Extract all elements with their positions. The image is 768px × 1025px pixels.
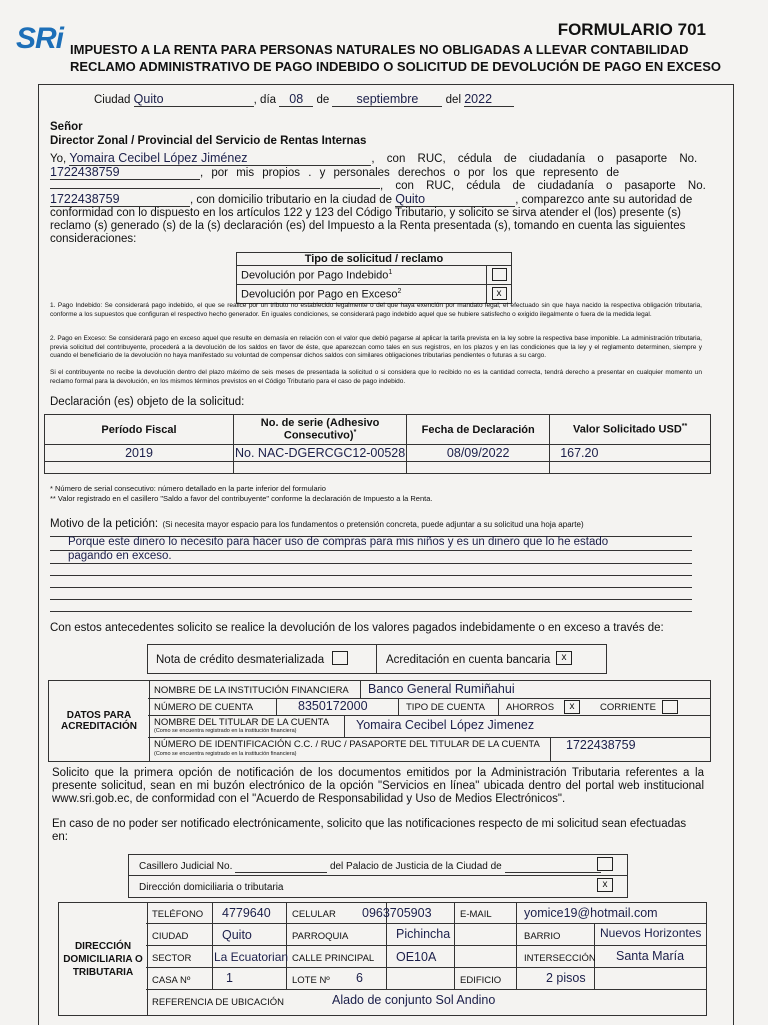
sri-logo: SRi bbox=[16, 22, 64, 55]
motivo-header bbox=[50, 514, 584, 532]
dateline bbox=[94, 92, 514, 107]
email-label: E-MAIL bbox=[460, 909, 492, 920]
footnote-serial: * Número de serial consecutivo: número detallado en la parte inferior del formulario bbox=[50, 484, 326, 493]
casa-label: CASA Nº bbox=[152, 975, 191, 986]
nota-credito-label: Nota de crédito desmaterializada bbox=[156, 654, 325, 666]
cuenta-value[interactable]: 8350172000 bbox=[298, 699, 368, 713]
motivo-line2[interactable]: pagando en exceso. bbox=[68, 550, 172, 562]
col-periodo: Período Fiscal bbox=[45, 415, 234, 445]
form-number: FORMULARIO 701 bbox=[557, 20, 706, 39]
row-serie[interactable]: No. NAC-DGERCGC12-00528 bbox=[235, 446, 406, 460]
acreditacion-side-label: DATOS PARA ACREDITACIÓN bbox=[48, 680, 150, 762]
body-line5: conformidad con lo dispuesto en los artículos 122 y 123 del Código Tributario, y solicito se sirva atender el (los) presente (s) bbox=[50, 207, 681, 219]
acreditacion-checkbox[interactable]: x bbox=[556, 651, 572, 665]
cedula2-field[interactable]: 1722438759 bbox=[50, 193, 190, 207]
direccion-label: Dirección domiciliaria o tributaria bbox=[139, 882, 284, 893]
empty-cell[interactable] bbox=[550, 462, 711, 474]
con-ruc-label: , con RUC, cédula de ciudadanía o pasaporte No. bbox=[371, 153, 698, 165]
sector-label: SECTOR bbox=[152, 953, 192, 964]
id-value[interactable]: 1722438759 bbox=[566, 738, 636, 752]
parroquia-label: PARROQUIA bbox=[292, 931, 349, 942]
lote-label: LOTE Nº bbox=[292, 975, 330, 986]
tipo-cuenta-label: TIPO DE CUENTA bbox=[406, 702, 485, 713]
pago-exceso-checkbox[interactable]: x bbox=[492, 287, 507, 300]
pago-indebido-checkbox[interactable] bbox=[492, 268, 507, 281]
calle-value[interactable]: OE10A bbox=[396, 950, 437, 964]
casillero-row bbox=[139, 861, 601, 873]
dia-label: , día bbox=[253, 94, 277, 106]
representado-field[interactable] bbox=[50, 188, 380, 189]
barrio-label: BARRIO bbox=[524, 931, 561, 942]
casa-value[interactable]: 1 bbox=[226, 971, 233, 985]
note-plazo: Si el contribuyente no recibe la devolución dentro del plazo máximo de seis meses de presentada la solicitud o si considera que lo recibido no es la cantidad correcta, tendrá derecho a presentar en cualquier momento un reclamo formal para la devolución, en los mismos términos previstos en el Código Tributario para el caso de pago indebido. bbox=[50, 369, 702, 385]
row-valor[interactable]: 167.20 bbox=[550, 445, 711, 462]
parroquia-value[interactable]: Pichincha bbox=[396, 927, 451, 941]
notificacion-p2: En caso de no poder ser notificado electrónicamente, solicito que las notificaciones respecto de mi solicitud sean efectuadas en: bbox=[52, 818, 687, 843]
empty-cell[interactable] bbox=[45, 462, 234, 474]
devolucion-options bbox=[147, 644, 607, 674]
tipo-opt1: Devolución por Pago Indebido$^1$ bbox=[237, 266, 487, 285]
mes-field[interactable]: septiembre bbox=[332, 92, 442, 107]
con-ruc2-label: , con RUC, cédula de ciudadanía o pasaporte No. bbox=[380, 180, 706, 192]
body-paragraph bbox=[50, 151, 706, 246]
interseccion-label: INTERSECCIÓN bbox=[524, 953, 596, 964]
corriente-label: CORRIENTE bbox=[600, 702, 656, 713]
empty-cell[interactable] bbox=[234, 462, 407, 474]
corriente-checkbox[interactable] bbox=[662, 700, 678, 714]
celular-value[interactable]: 0963705903 bbox=[362, 906, 432, 920]
casillero-field[interactable] bbox=[235, 861, 327, 873]
ciudad-value[interactable]: Quito bbox=[222, 928, 252, 942]
tipo-opt2-cell bbox=[487, 285, 512, 304]
director: Director Zonal / Provincial del Servicio de Rentas Internas bbox=[50, 135, 367, 147]
de-label: de bbox=[316, 94, 330, 106]
tipo-opt2: Devolución por Pago en Exceso$^2$ bbox=[237, 285, 487, 304]
body-line6: reclamo (s) generado (s) de la (s) declaración (es) del Impuesto a la Renta presentada (s), tomando en cuenta las siguientes bbox=[50, 220, 686, 232]
motivo-hint: (Si necesita mayor espacio para los fundamentos o pretensión concreta, puede adjuntar a su solicitud una hoja aparte) bbox=[162, 520, 584, 529]
id-note: (Como se encuentra registrado en la institución financiera) bbox=[154, 751, 297, 757]
row-fecha[interactable]: 08/09/2022 bbox=[407, 445, 550, 462]
palacio-label: del Palacio de Justicia de la Ciudad de bbox=[329, 861, 502, 872]
titular-note: (Como se encuentra registrado en la institución financiera) bbox=[154, 728, 297, 734]
ciudad-label: CIUDAD bbox=[152, 931, 189, 942]
casillero-label: Casillero Judicial No. bbox=[139, 861, 233, 872]
acreditacion-label: Acreditación en cuenta bancaria bbox=[386, 654, 551, 666]
palacio-city-field[interactable] bbox=[505, 861, 601, 873]
direccion-checkbox[interactable]: x bbox=[597, 878, 613, 892]
tipo-opt1-cell bbox=[487, 266, 512, 285]
domicilio-side-label: DIRECCIÓN DOMICILIARIA O TRIBUTARIA bbox=[58, 902, 148, 1016]
ciudad-field[interactable]: Quito bbox=[134, 92, 254, 107]
comparezco-label: , comparezco ante su autoridad de bbox=[515, 194, 693, 206]
sector-value[interactable]: La Ecuatorian bbox=[214, 950, 289, 964]
senor: Señor bbox=[50, 121, 83, 133]
celular-label: CELULAR bbox=[292, 909, 336, 920]
col-valor: Valor Solicitado USD** bbox=[550, 415, 711, 445]
motivo-line1[interactable]: Porque este dinero lo necesito para hacer uso de compras para mis niños y es un dinero que lo he estado bbox=[68, 536, 609, 548]
domicilio-label: , con domicilio tributario en la ciudad de bbox=[190, 194, 393, 206]
dia-field[interactable]: 08 bbox=[279, 92, 313, 107]
empty-cell[interactable] bbox=[407, 462, 550, 474]
col-serie: No. de serie (Adhesivo Consecutivo)* bbox=[234, 415, 407, 445]
yo-label: Yo, bbox=[50, 153, 67, 165]
lote-value[interactable]: 6 bbox=[356, 971, 363, 985]
referencia-label: REFERENCIA DE UBICACIÓN bbox=[152, 997, 284, 1008]
note-pago-indebido: 1. Pago Indebido: Se considerará pago indebido, el que se realice por un tributo no establecido legalmente o del que haya exención por mandato legal; el efectuado sin que haya nacido la respectiva obligación tributaria, conforme a los supuestos que configuran el respectivo hecho generador. En iguales condiciones, se considerará pago indebido aquel que se hubiere satisfecho o exigido ilegalmente o fuera de la medida legal. bbox=[50, 302, 702, 318]
tipo-header: Tipo de solicitud / reclamo bbox=[237, 253, 512, 266]
calle-label: CALLE PRINCIPAL bbox=[292, 953, 375, 964]
edificio-label: EDIFICIO bbox=[460, 975, 502, 986]
email-value[interactable]: yomice19@hotmail.com bbox=[524, 906, 658, 920]
referencia-value[interactable]: Alado de conjunto Sol Andino bbox=[332, 993, 496, 1007]
anio-field[interactable]: 2022 bbox=[464, 92, 514, 107]
declaracion-label: Declaración (es) objeto de la solicitud: bbox=[50, 396, 245, 408]
telefono-value[interactable]: 4779640 bbox=[222, 906, 271, 920]
notificacion-p1: Solicito que la primera opción de notificación de los documentos emitidos por la Administración Tributaria referentes a la presente solicitud, sean en mi buzón electrónico de la opción "Servicios en línea" ubicada dentro del portal web institucional www.sri.gob.ec, de conformidad con el "Acuerdo de Responsabilidad y Uso de Medios Electrónicos". bbox=[52, 767, 704, 805]
tipo-solicitud-table bbox=[236, 252, 512, 304]
motivo-label: Motivo de la petición: bbox=[50, 518, 159, 530]
declaracion-table bbox=[44, 414, 711, 474]
ciudad-label: Ciudad bbox=[94, 94, 131, 106]
body-line7: consideraciones: bbox=[50, 233, 137, 245]
domicilio-grid bbox=[146, 902, 707, 1016]
form-title-line1: IMPUESTO A LA RENTA PARA PERSONAS NATURALES NO OBLIGADAS A LLEVAR CONTABILIDAD bbox=[70, 42, 689, 57]
cuenta-label: NÚMERO DE CUENTA bbox=[154, 702, 254, 713]
form-title-line2: RECLAMO ADMINISTRATIVO DE PAGO INDEBIDO O SOLICITUD DE DEVOLUCIÓN DE PAGO EN EXCESO bbox=[70, 59, 722, 74]
devolucion-intro: Con estos antecedentes solicito se realice la devolución de los valores pagados indebidamente o en exceso a través de: bbox=[50, 622, 664, 634]
ahorros-checkbox[interactable]: x bbox=[564, 700, 580, 714]
inst-label: NOMBRE DE LA INSTITUCIÓN FINANCIERA bbox=[154, 685, 349, 696]
nombre-field[interactable]: Yomaira Cecibel López Jiménez bbox=[69, 152, 371, 166]
inst-value[interactable]: Banco General Rumiñahui bbox=[368, 682, 515, 696]
cedula1-field[interactable]: 1722438759 bbox=[50, 166, 200, 180]
telefono-label: TELÉFONO bbox=[152, 909, 204, 920]
del-label: del bbox=[445, 94, 462, 106]
interseccion-value[interactable]: Santa María bbox=[616, 949, 685, 963]
footnote-valor: ** Valor registrado en el casillero "Saldo a favor del contribuyente" conforme la declaración de Impuesto a la Renta. bbox=[50, 494, 433, 503]
acreditacion-grid bbox=[148, 680, 711, 762]
row-periodo[interactable]: 2019 bbox=[45, 445, 234, 462]
note-pago-exceso: 2. Pago en Exceso: Se considerará pago en exceso aquel que resulte en demasía en relación con el valor que debió pagarse al aplicar la tarifa prevista en la ley sobre la respectiva base imponible. La administración tributaria, previa solicitud del contribuyente, procederá a la devolución de los saldos en favor de éste, que aparezcan como tales en sus registros, en los plazos y en las condiciones que la ley y el reglamento determinen, siempre y cuando el beneficiario de la devolución no haya manifestado su voluntad de compensar dichos saldos con similares obligaciones tributarias pendientes o futuras a su cargo. bbox=[50, 335, 702, 359]
ahorros-label: AHORROS bbox=[506, 702, 555, 713]
ciudad-dom-field[interactable]: Quito bbox=[395, 193, 515, 207]
barrio-value[interactable]: Nuevos Horizontes bbox=[600, 926, 702, 940]
nota-credito-checkbox[interactable] bbox=[332, 651, 348, 665]
id-label: NÚMERO DE IDENTIFICACIÓN C.C. / RUC / PASAPORTE DEL TITULAR DE LA CUENTA bbox=[154, 739, 540, 750]
col-fecha: Fecha de Declaración bbox=[407, 415, 550, 445]
por-mis-label: , por mis propios . y personales derechos o por los que represento de bbox=[200, 167, 620, 179]
casillero-checkbox[interactable] bbox=[597, 857, 613, 871]
titular-value[interactable]: Yomaira Cecibel López Jimenez bbox=[356, 718, 535, 732]
edificio-value[interactable]: 2 pisos bbox=[546, 971, 586, 985]
notificacion-options bbox=[128, 854, 628, 898]
titular-label: NOMBRE DEL TITULAR DE LA CUENTA bbox=[154, 717, 330, 728]
